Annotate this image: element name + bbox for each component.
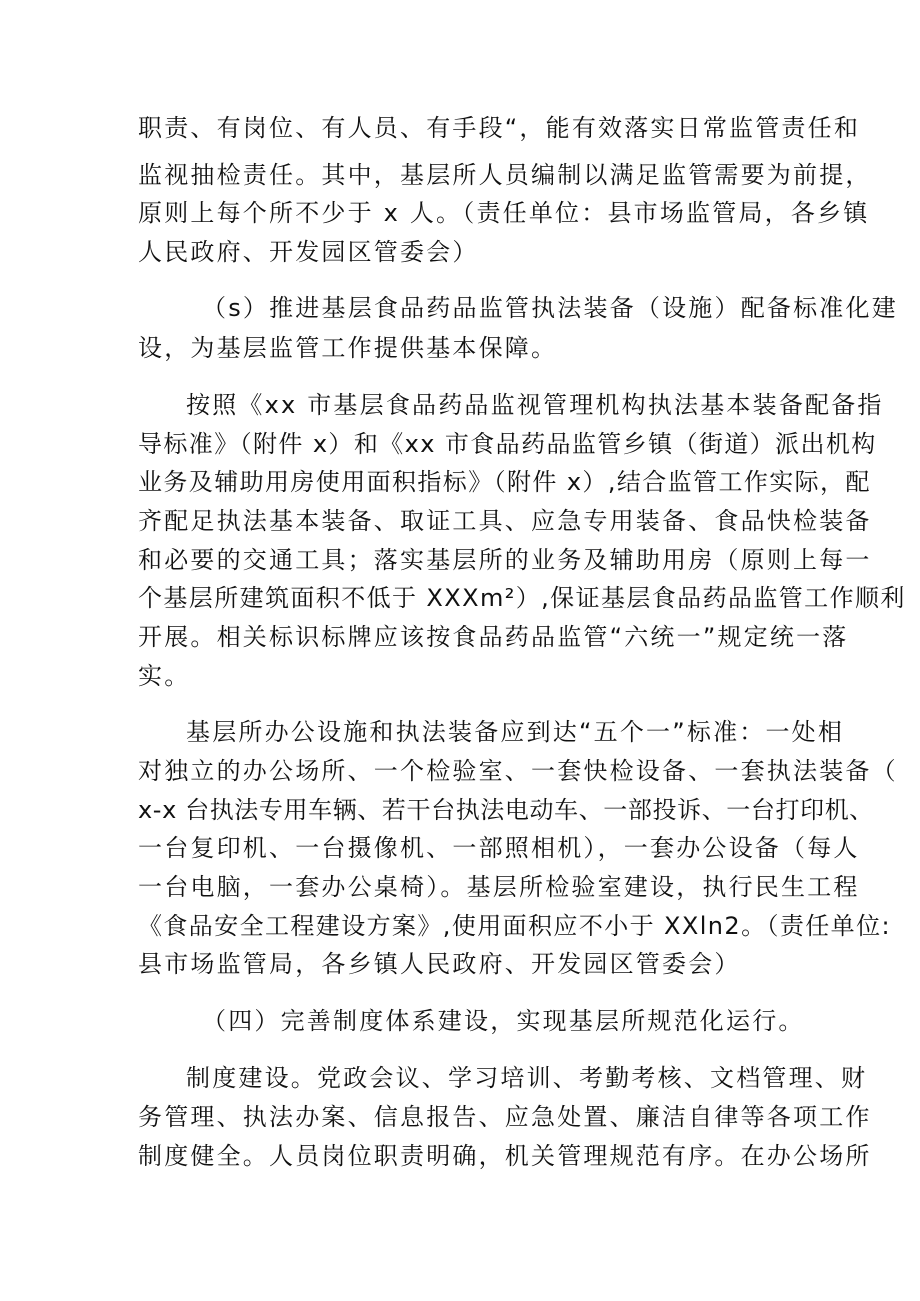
text-line: 导标准》（附件 x）和《xx 市食品药品监管乡镇（街道）派出机构 [138,430,877,458]
section-heading: （s）推进基层食品药品监管执法装备（设施）配备标准化建 [202,294,898,322]
text-line: 一台复印机、一台摄像机、一部照相机），一套办公设备（每人 [138,834,860,862]
paragraph-start: 按照《xx 市基层食品药品监视管理机构执法基本装备配备指 [186,391,884,419]
text-line: 原则上每个所不少于 x 人。（责任单位：县市场监管局，各乡镇 [138,199,870,227]
text-line: 设，为基层监管工作提供基本保障。 [138,334,558,362]
text-line: 职责、有岗位、有人员、有手段“，能有效落实日常监管责任和 [138,114,861,142]
text-line: 《食品安全工程建设方案》,使用面积应不小于 XXln2。（责任单位: [138,912,891,940]
text-line: 一台电脑，一套办公桌椅）。基层所检验室建设，执行民生工程 [138,873,860,901]
text-line: 实。 [138,662,191,690]
paragraph-start: 基层所办公设施和执法装备应到达“五个一”标准：一处相 [186,718,845,746]
text-line: x-x 台执法专用车辆、若干台执法电动车、一部投诉、一台打印机、 [138,796,874,824]
text-line: 开展。相关标识标牌应该按食品药品监管“六统一”规定统一落 [138,623,849,651]
text-line: 个基层所建筑面积不低于 XXXm²）,保证基层食品药品监管工作顺利 [138,584,906,612]
text-line: 务管理、执法办案、信息报告、应急处置、廉洁自律等各项工作 [138,1103,872,1131]
paragraph-start: 制度建设。党政会议、学习培训、考勤考核、文档管理、财 [186,1064,868,1092]
text-line: 和必要的交通工具；落实基层所的业务及辅助用房（原则上每一 [138,546,872,574]
text-line: 县市场监管局，各乡镇人民政府、开发园区管委会） [138,950,741,978]
text-line: 齐配足执法基本装备、取证工具、应急专用装备、食品快检装备 [138,507,872,535]
text-line: 人民政府、开发园区管委会） [138,238,479,266]
text-line: 业务及辅助用房使用面积指标》（附件 x）,结合监管工作实际，配 [138,468,871,496]
section-heading: （四）完善制度体系建设，实现基层所规范化运行。 [202,1007,805,1035]
text-line: 对独立的办公场所、一个检验室、一套快检设备、一套执法装备（ [138,757,898,785]
text-line: 制度健全。人员岗位职责明确，机关管理规范有序。在办公场所 [138,1142,872,1170]
text-line: 监视抽检责任。其中，基层所人员编制以满足监管需要为前提， [138,161,872,189]
